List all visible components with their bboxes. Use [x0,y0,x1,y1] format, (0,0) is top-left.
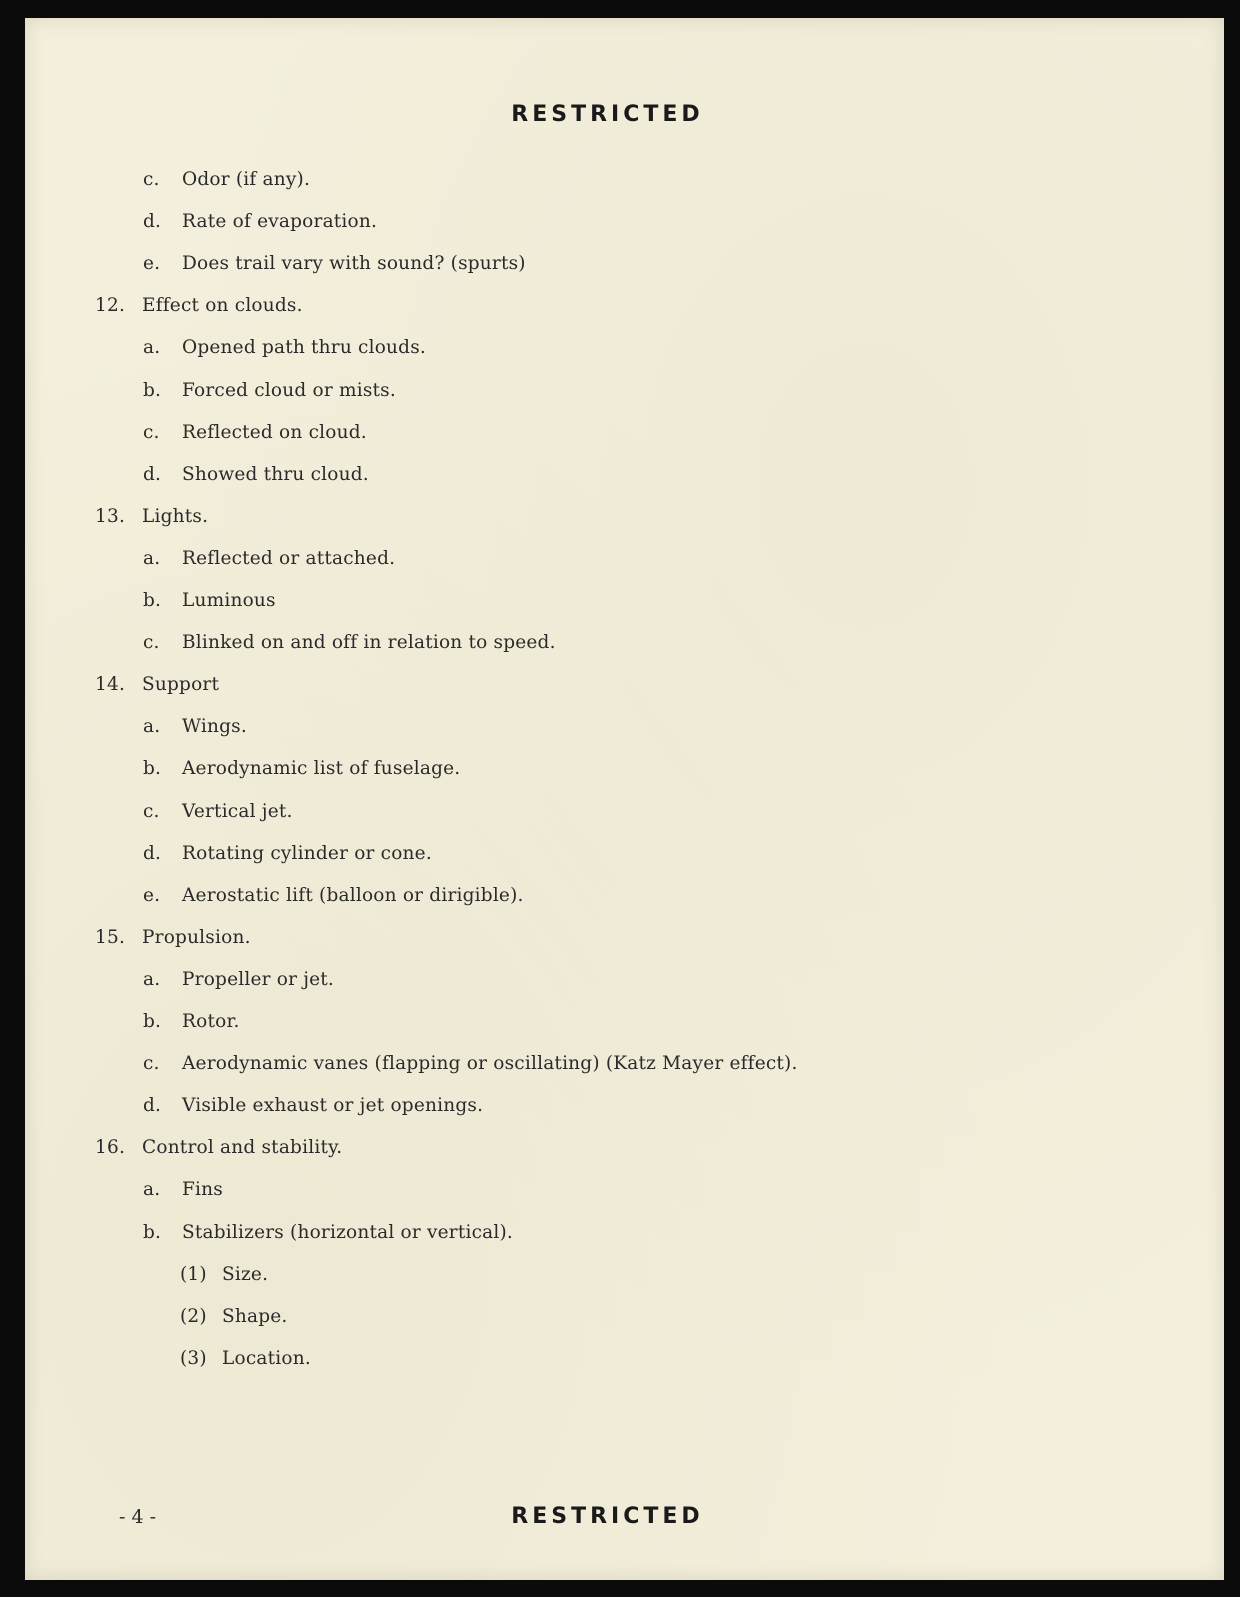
document-page [25,18,1224,1580]
outline-subitem [143,758,461,780]
item-text: Aerodynamic vanes (flapping or oscillating) (Katz Mayer effect). [182,1053,798,1075]
item-text: Stabilizers (horizontal or vertical). [182,1221,513,1243]
outline-subitem [143,211,378,233]
item-marker: d. [143,842,162,864]
outline-subitem [143,1095,484,1117]
item-marker: b. [143,590,162,611]
item-text: Rotor. [182,1011,240,1032]
item-marker: a. [143,716,161,738]
item-text: Odor (if any). [182,169,311,190]
outline-subsubitem [180,1347,311,1369]
item-text: Location. [222,1347,311,1369]
item-marker: e. [143,253,161,275]
item-marker: 14. [95,674,126,696]
item-text: Control and stability. [142,1137,343,1159]
item-marker: e. [143,884,161,906]
outline-subitem [143,632,556,654]
item-marker: c. [143,421,160,443]
outline-section-item [95,926,251,948]
item-text: Shape. [222,1305,288,1327]
item-text: Visible exhaust or jet openings. [182,1095,484,1117]
outline-subitem [143,884,524,906]
item-marker: c. [143,1053,160,1075]
item-marker: d. [143,1095,162,1117]
item-text: Effect on clouds. [142,295,303,317]
item-marker: (3) [180,1347,207,1369]
item-marker: a. [143,1179,161,1201]
item-marker: d. [143,463,162,485]
item-marker: a. [143,968,161,990]
item-text: Support [142,674,220,696]
item-marker: b. [143,379,162,401]
item-text: Size. [222,1263,269,1285]
item-text: Rotating cylinder or cone. [182,842,432,864]
outline-list [25,18,1224,1478]
item-text: Propeller or jet. [182,968,334,990]
item-text: Vertical jet. [182,800,293,822]
item-marker: (2) [180,1305,207,1327]
item-marker: 16. [95,1137,126,1159]
outline-section-item [95,1137,343,1159]
item-text: Aerodynamic list of fuselage. [182,758,461,780]
header-restricted-stamp: RESTRICTED [511,102,704,127]
item-text: Blinked on and off in relation to speed. [182,632,556,654]
item-marker: d. [143,211,162,233]
item-text: Lights. [142,505,209,527]
outline-subsubitem [180,1263,269,1285]
outline-subitem [143,716,247,738]
outline-subitem [143,1179,223,1201]
outline-subsubitem [180,1305,288,1327]
outline-subitem [143,1221,513,1243]
item-marker: b. [143,1011,162,1032]
item-text: Propulsion. [142,926,251,948]
outline-subitem [143,1011,240,1032]
outline-subitem [143,590,276,611]
item-text: Aerostatic lift (balloon or dirigible). [182,884,524,906]
outline-subitem [143,421,367,443]
outline-subitem [143,842,432,864]
item-text: Opened path thru clouds. [182,337,426,359]
outline-subitem [143,968,334,990]
outline-section-item [95,295,303,317]
item-marker: b. [143,1221,162,1243]
item-text: Showed thru cloud. [182,463,369,485]
item-text: Reflected or attached. [182,547,396,569]
item-text: Forced cloud or mists. [182,379,396,401]
item-marker: c. [143,169,160,190]
outline-subitem [143,379,396,401]
item-marker: 12. [95,295,126,317]
footer-restricted-stamp: RESTRICTED [511,1504,704,1529]
item-marker: 15. [95,926,126,948]
item-marker: a. [143,547,161,569]
outline-section-item [95,674,220,696]
item-marker: b. [143,758,162,780]
item-text: Luminous [182,590,276,611]
item-text: Rate of evaporation. [182,211,378,233]
outline-subitem [143,337,426,359]
outline-section-item [95,505,209,527]
item-text: Fins [182,1179,223,1201]
item-marker: c. [143,632,160,654]
outline-subitem [143,547,396,569]
item-text: Wings. [182,716,247,738]
outline-subitem [143,1053,798,1075]
item-text: Does trail vary with sound? (spurts) [182,253,526,275]
item-marker: a. [143,337,161,359]
outline-subitem [143,169,311,190]
item-marker: 13. [95,505,126,527]
outline-subitem [143,253,526,275]
outline-subitem [143,800,293,822]
page-number: - 4 - [119,1506,157,1528]
item-text: Reflected on cloud. [182,421,367,443]
item-marker: (1) [180,1263,207,1285]
item-marker: c. [143,800,160,822]
outline-subitem [143,463,369,485]
